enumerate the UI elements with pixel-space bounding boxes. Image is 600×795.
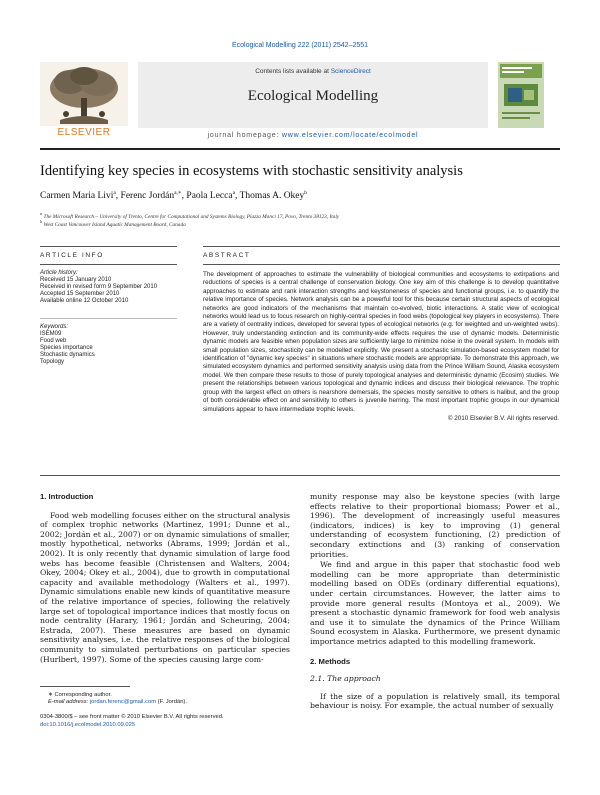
email-label: E-mail address: <box>48 699 90 706</box>
journal-cover-image <box>498 62 544 128</box>
abstract-rule-top <box>203 246 560 247</box>
keyword-item: Topology <box>40 359 65 366</box>
section-2-heading: 2. Methods <box>310 656 351 666</box>
author-list: Carmen Maria Livi$^a$, Ferenc Jordán$^{a,∗}$, Paola Lecca$^a$, Thomas A. Okey$^b$ <box>40 190 308 202</box>
subsection-2-1-heading: 2.1. The approach <box>310 674 381 684</box>
author-4-affil: b <box>304 190 308 196</box>
history-online: Available online 12 October 2010 <box>40 298 129 305</box>
history-accepted: Accepted 15 September 2010 <box>40 291 120 298</box>
section-1-heading: 1. Introduction <box>40 492 94 501</box>
doi-link[interactable]: doi:10.1016/j.ecolmodel.2010.09.025 <box>40 721 136 728</box>
footnote-rule <box>40 686 130 687</box>
author-2-affil[interactable]: a,∗ <box>174 190 182 196</box>
keyword-item: ISEM09 <box>40 331 62 338</box>
masthead-rule <box>40 148 560 150</box>
author-1-affil: a <box>113 190 116 196</box>
author-3[interactable]: Paola Lecca <box>186 191 233 202</box>
sciencedirect-link[interactable]: ScienceDirect <box>330 68 371 75</box>
article-info-heading: ARTICLE INFO <box>40 252 104 259</box>
author-3-affil: a <box>232 190 236 196</box>
issn-line: 0304-3800/$ – see front matter © 2010 Elsevier B.V. All rights reserved. <box>40 714 224 721</box>
affiliation-b-label: b <box>40 219 43 224</box>
methods-paragraph-1: If the size of a population is relatively small, its temporal behaviour is noisy. For example, the actual number of sexually <box>310 691 560 711</box>
intro-paragraph-continued: munity response may also be keystone species (with large effects relative to their proportional biomass; Power et al., 1996). The development of increasingly useful measures (indicators, indices) is key to improving (1) general understanding of ecosystem functioning, (2) prediction of secondary extinctions and (3) ranking of conservation priorities. <box>310 492 560 559</box>
journal-cover-icon <box>498 62 544 128</box>
author-1[interactable]: Carmen Maria Livi <box>40 191 114 202</box>
journal-homepage-line <box>138 132 488 139</box>
affiliation-b <box>40 219 560 228</box>
article-history <box>40 270 175 305</box>
affiliation-a-text: The Microsoft Research – University of Trento, Centre for Computational and Systems Biology, Piazza Manci 17, Povo, Trento 38123, Italy <box>43 213 340 220</box>
email-note <box>40 699 290 706</box>
journal-title: Ecological Modelling <box>247 88 379 104</box>
email-suffix: (F. Jordán). <box>156 699 187 706</box>
keyword-item: Species importance <box>40 345 93 352</box>
elsevier-tree-logo <box>40 62 128 140</box>
article-title: Identifying key species in ecosystems with stochastic sensitivity analysis <box>40 163 463 179</box>
journal-citation[interactable]: Ecological Modelling 222 (2011) 2542–2551 <box>231 42 369 49</box>
journal-masthead <box>40 62 560 140</box>
abstract-bottom-rule <box>40 475 560 476</box>
right-column <box>310 492 560 711</box>
keywords-rule <box>40 318 177 319</box>
homepage-prefix: journal homepage: <box>207 132 282 139</box>
intro-paragraph-2: We find and argue in this paper that stochastic food web modelling can be more appropriate than deterministic modelling based on ODEs (ordinary differential equations), under certain circumstances. However, the latter aims to provide more general results (Montoya et al., 2009). We present a stochastic dynamic framework for food web analysis and use it to simulate the dynamics of the Prince William Sound ecosystem in Alaska. Furthermore, we present dynamic importance metrics adapted to this modelling framework. <box>310 560 560 646</box>
history-received: Received 15 January 2010 <box>40 277 112 284</box>
abstract-copyright: © 2010 Elsevier B.V. All rights reserved. <box>447 414 559 422</box>
elsevier-wordmark: ELSEVIER <box>57 127 111 138</box>
article-info-rule-top <box>40 246 177 247</box>
affiliation-a-label: a <box>40 211 43 216</box>
author-4[interactable]: Thomas A. Okey <box>239 191 305 202</box>
footnotes <box>40 692 290 729</box>
article-history-label: Article history: <box>40 270 78 276</box>
abstract-text: The development of approaches to estimate the vulnerability of biological communities and ecosystems to extirpations and reductions of species is a central challenge of conservation biology. One key aim of this challenge is to develop quantitative approaches to estimate and rank interaction strengths and keystoneness of species and functional groups, i.e. to quantify the relative importance of species. Network analysis can be a powerful tool for this because certain structural aspects of ecological networks are good indicators of the mechanisms that maintain co-evolved, biotic interactions. A static view of ecological networks would lead us to focus research on highly-central species in food webs (topological key players in ecosystems). There are a variety of centrality indices, developed for several types of ecological networks (e.g. for weighted and un-weighted webs). However, truly understanding extinction and its community-wide effects requires the use of dynamic models. Deterministic dynamic models are feasible when population sizes are sufficiently large to minimize noise in the overall system. In models with small population sizes, stochasticity can be modelled explicitly. We present a stochastic simulation-based ecosystem model for identification of "dynamic key species" in situations where stochastic models are appropriate. To demonstrate this approach, we simulated ecosystem dynamics and performed sensitivity analysis using data from the Prince William Sound, Alaska ecosystem model. We then compare these results to those of purely topological analyses and deterministic dynamic (Ecosim) studies. We present the relationships between various topological and dynamic indices and discuss their biological relevance. The trophic group with the largest effect on others is nearshore demersals, the species mostly sensitive to others is halibut, and the group of both considerable effect on and sensitivity to others is juvenile herring. The most important trophic groups in our dynamical simulations appear to have intermediate trophic levels. <box>203 271 559 413</box>
left-column <box>40 492 290 664</box>
abstract-body <box>203 271 559 423</box>
keywords-block <box>40 324 175 367</box>
contents-prefix: Contents lists available at <box>255 68 331 75</box>
tree-logo-icon <box>40 62 128 126</box>
keyword-item: Stochastic dynamics <box>40 352 95 359</box>
affiliation-b-text: West Coast Vancouver Island Aquatic Management Board, Canada <box>43 221 186 228</box>
journal-banner <box>138 62 488 128</box>
journal-homepage-link[interactable]: www.elsevier.com/locate/ecolmodel <box>281 132 419 139</box>
email-link[interactable]: jordan.ferenc@gmail.com <box>89 699 157 706</box>
abstract-rule <box>203 264 560 265</box>
abstract-heading: ABSTRACT <box>203 252 251 259</box>
keyword-item: Food web <box>40 338 67 345</box>
corresponding-author-note: ∗ Corresponding author. <box>48 692 112 698</box>
contents-available-line <box>138 68 488 75</box>
intro-paragraph-1: Food web modelling focuses either on the structural analysis of complex trophic networks (Martinez, 1991; Dunne et al., 2002; Jordán et al., 2007) or on dynamic simulations of smaller, mostly hypothetical, networks (Abrams, 1999; Jordán et al., 2002). It is only recently that dynamic simulation of large food webs has become feasible (Christensen and Walters, 2004; Okey, 2004; Okey et al., 2004), due to growth in computational capacity and available methodology (Walters et al., 1997). Dynamic simulations enable new kinds of quantitative measure of the relative importance of species, following the relatively large set of topological importance indices that mostly focus on node centrality (Harary, 1961; Jordán and Scheuring, 2004; Estrada, 2007). These measures are based on dynamic sensitivity analyses, i.e. the relative responses of the biological community to simulated perturbations on particular species (Hurlbert, 1997). Some of the species causing large com- <box>40 510 290 664</box>
history-revised: Received in revised form 9 September 2010 <box>40 284 158 291</box>
article-info-rule <box>40 264 177 265</box>
author-2[interactable]: Ferenc Jordán <box>120 191 175 202</box>
keywords-label: Keywords: <box>40 324 69 330</box>
